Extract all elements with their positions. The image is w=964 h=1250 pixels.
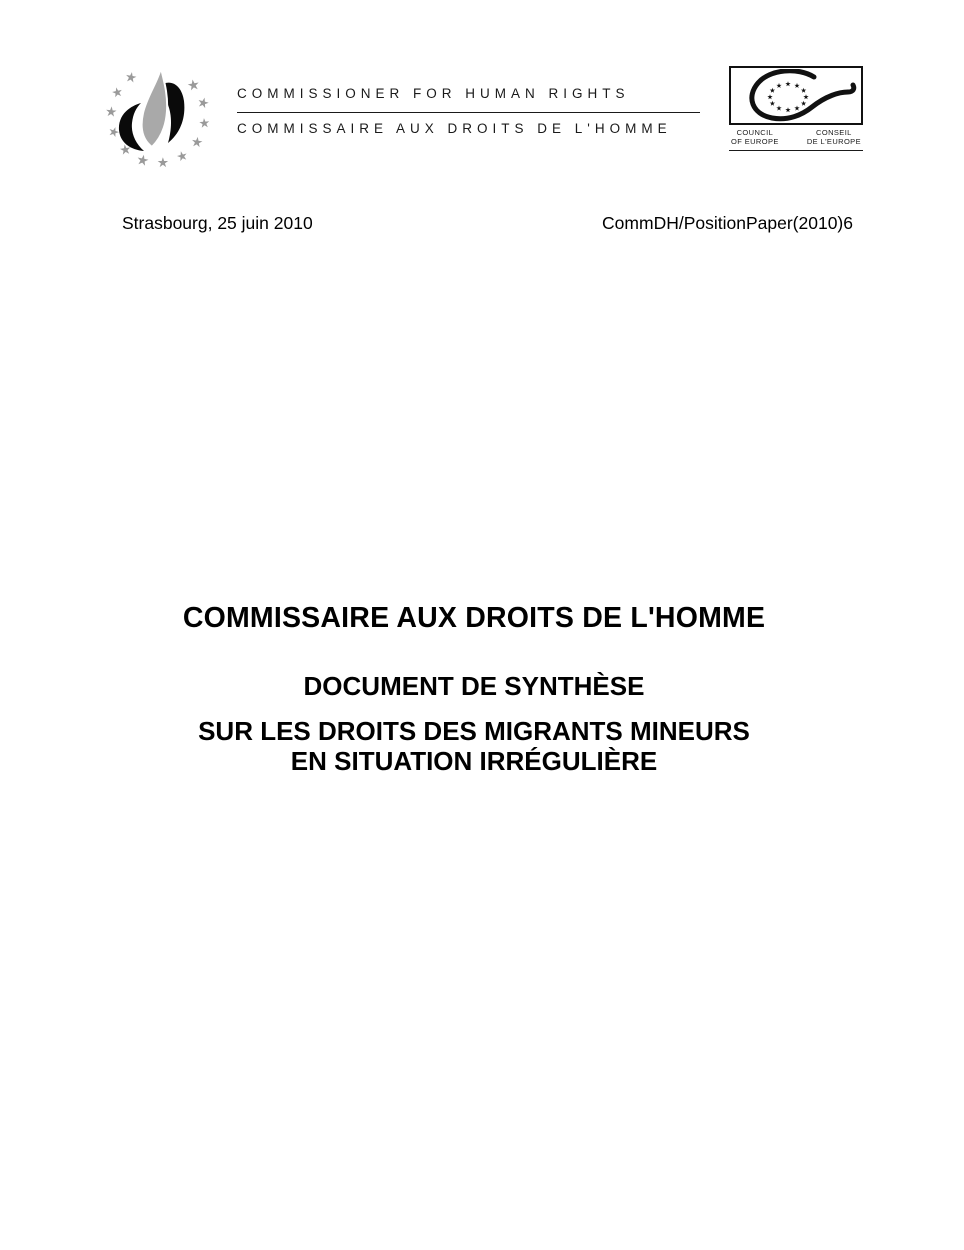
subject-line-2: EN SITUATION IRRÉGULIÈRE bbox=[290, 746, 658, 776]
subtitle: DOCUMENT DE SYNTHÈSE bbox=[303, 671, 645, 701]
coe-e-icon bbox=[732, 69, 861, 123]
document-reference: CommDH/PositionPaper(2010)6 bbox=[602, 213, 853, 233]
coe-name-fr-line1: CONSEIL bbox=[816, 128, 852, 137]
coe-names bbox=[729, 128, 863, 146]
document-meta-row bbox=[122, 213, 853, 234]
org-name-en: COMMISSIONER FOR HUMAN RIGHTS bbox=[237, 86, 630, 101]
commissioner-flame-logo bbox=[100, 55, 230, 170]
subject-title bbox=[0, 716, 948, 776]
coe-underline bbox=[729, 150, 863, 151]
title-block bbox=[0, 602, 948, 776]
coe-name-en-line2: OF EUROPE bbox=[731, 137, 779, 146]
coe-name-en-line1: COUNCIL bbox=[736, 128, 774, 137]
coe-stars bbox=[767, 81, 808, 112]
org-name-fr: COMMISSAIRE AUX DROITS DE L'HOMME bbox=[237, 121, 672, 136]
main-title: COMMISSAIRE AUX DROITS DE L'HOMME bbox=[182, 602, 766, 634]
coe-logo-box bbox=[729, 66, 863, 125]
coe-name-fr-line2: DE L'EUROPE bbox=[806, 137, 861, 146]
org-header-divider bbox=[237, 112, 700, 113]
coe-name-fr bbox=[807, 128, 861, 146]
council-of-europe-logo bbox=[729, 66, 863, 151]
place-date: Strasbourg, 25 juin 2010 bbox=[122, 213, 313, 233]
org-header bbox=[237, 87, 700, 136]
coe-name-en bbox=[731, 128, 779, 146]
subject-line-1: SUR LES DROITS DES MIGRANTS MINEURS bbox=[198, 716, 750, 746]
